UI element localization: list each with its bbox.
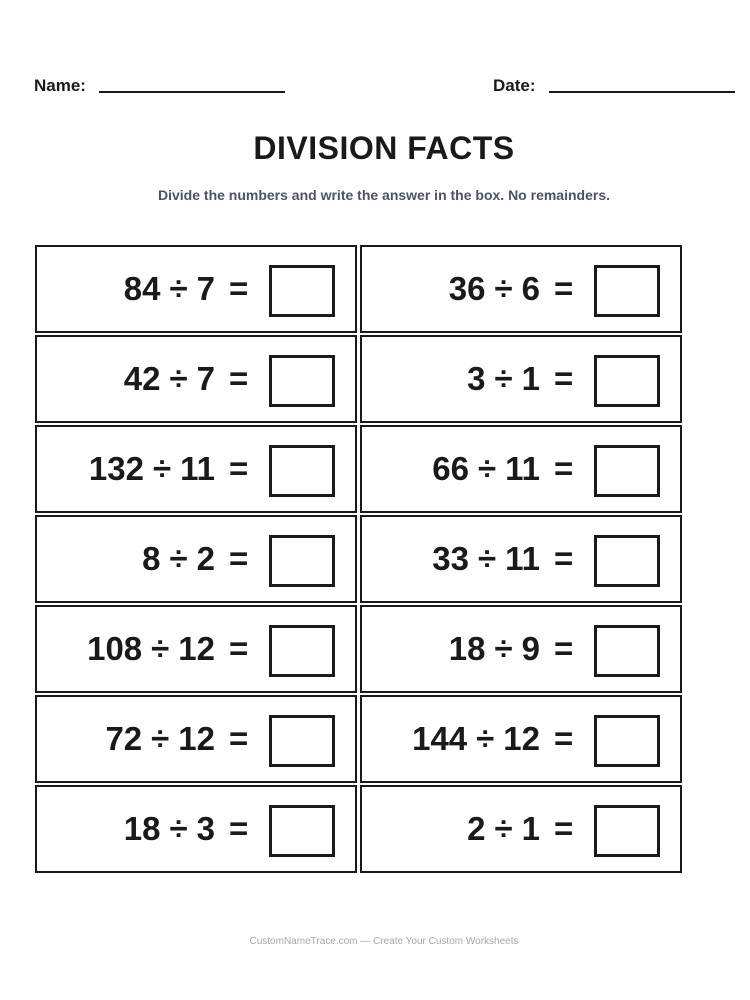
divisor: 12 [503,720,540,757]
problem-expression [467,787,540,871]
problem-expression [412,697,540,781]
divisor: 7 [196,270,215,307]
answer-box[interactable] [594,805,660,857]
divisor: 3 [196,810,215,847]
date-line[interactable] [549,91,735,93]
name-label: Name: [34,76,86,95]
answer-box[interactable] [269,445,335,497]
dividend: 42 [123,360,161,397]
division-sign: ÷ [152,450,172,487]
problem-expression [105,697,215,781]
problem-expression [142,517,215,601]
dividend: 3 [467,360,486,397]
date-label: Date: [493,76,536,95]
problem-cell [35,515,357,603]
instructions: Divide the numbers and write the answer in the box. No remainders. [158,187,610,203]
header-fields [34,74,738,98]
problem-expression [449,247,540,331]
problem-expression [432,517,540,601]
dividend: 8 [142,540,161,577]
divisor: 7 [196,360,215,397]
division-sign: ÷ [494,270,513,307]
problem-cell [360,425,682,513]
equals-sign: = [554,810,574,847]
dividend: 84 [123,270,161,307]
problem-expression [432,427,540,511]
equals-sign: = [229,630,249,667]
answer-box[interactable] [269,355,335,407]
problem-expression [124,787,215,871]
equals-sign: = [554,360,574,397]
equals-sign: = [229,720,249,757]
name-field [34,74,285,98]
problem-cell [360,335,682,423]
answer-box[interactable] [594,265,660,317]
equals-sign: = [554,450,574,487]
dividend: 144 [412,720,468,757]
equals-sign: = [229,810,249,847]
division-sign: ÷ [151,720,170,757]
equals-sign: = [229,360,249,397]
equals-sign: = [229,450,249,487]
equals-sign: = [554,630,574,667]
division-sign: ÷ [494,810,513,847]
division-sign: ÷ [477,450,497,487]
divisor: 1 [521,360,540,397]
divisor: 11 [180,450,215,487]
answer-box[interactable] [594,355,660,407]
answer-box[interactable] [269,715,335,767]
problem-expression [89,427,215,511]
footer-text: CustomNameTrace.com — Create Your Custom Worksheets [249,936,519,947]
division-sign: ÷ [151,630,170,667]
division-sign: ÷ [169,810,188,847]
equals-sign: = [229,270,249,307]
problem-cell [360,245,682,333]
answer-box[interactable] [269,805,335,857]
problem-cell [360,605,682,693]
name-line[interactable] [99,91,285,93]
divisor: 2 [196,540,215,577]
problem-cell [35,785,357,873]
problem-cell [35,605,357,693]
divisor: 11 [505,540,540,577]
division-sign: ÷ [476,720,495,757]
divisor: 1 [521,810,540,847]
problem-grid [35,245,683,873]
answer-box[interactable] [269,535,335,587]
division-sign: ÷ [169,540,188,577]
problem-cell [360,695,682,783]
divisor: 9 [521,630,540,667]
problem-expression [87,607,215,691]
equals-sign: = [229,540,249,577]
dividend: 108 [87,630,143,667]
divisor: 12 [178,630,215,667]
dividend: 18 [448,630,486,667]
dividend: 66 [432,450,469,487]
answer-box[interactable] [269,265,335,317]
answer-box[interactable] [594,445,660,497]
equals-sign: = [554,270,574,307]
answer-box[interactable] [269,625,335,677]
division-sign: ÷ [494,360,513,397]
divisor: 11 [505,450,540,487]
division-sign: ÷ [169,360,188,397]
division-sign: ÷ [494,630,513,667]
dividend: 2 [467,810,486,847]
problem-cell [360,515,682,603]
dividend: 72 [105,720,143,757]
equals-sign: = [554,540,574,577]
problem-expression [449,607,540,691]
answer-box[interactable] [594,625,660,677]
dividend: 33 [432,540,469,577]
problem-cell [35,695,357,783]
problem-expression [124,247,215,331]
date-field [493,74,735,98]
divisor: 12 [178,720,215,757]
division-sign: ÷ [169,270,188,307]
answer-box[interactable] [594,715,660,767]
problem-cell [35,335,357,423]
divisor: 6 [521,270,540,307]
problem-cell [35,245,357,333]
dividend: 18 [123,810,161,847]
problem-expression [124,337,215,421]
page-title: DIVISION FACTS [253,130,515,166]
equals-sign: = [554,720,574,757]
problem-cell [35,425,357,513]
dividend: 36 [448,270,486,307]
division-sign: ÷ [477,540,497,577]
problem-cell [360,785,682,873]
problem-expression [467,337,540,421]
answer-box[interactable] [594,535,660,587]
dividend: 132 [88,450,144,487]
